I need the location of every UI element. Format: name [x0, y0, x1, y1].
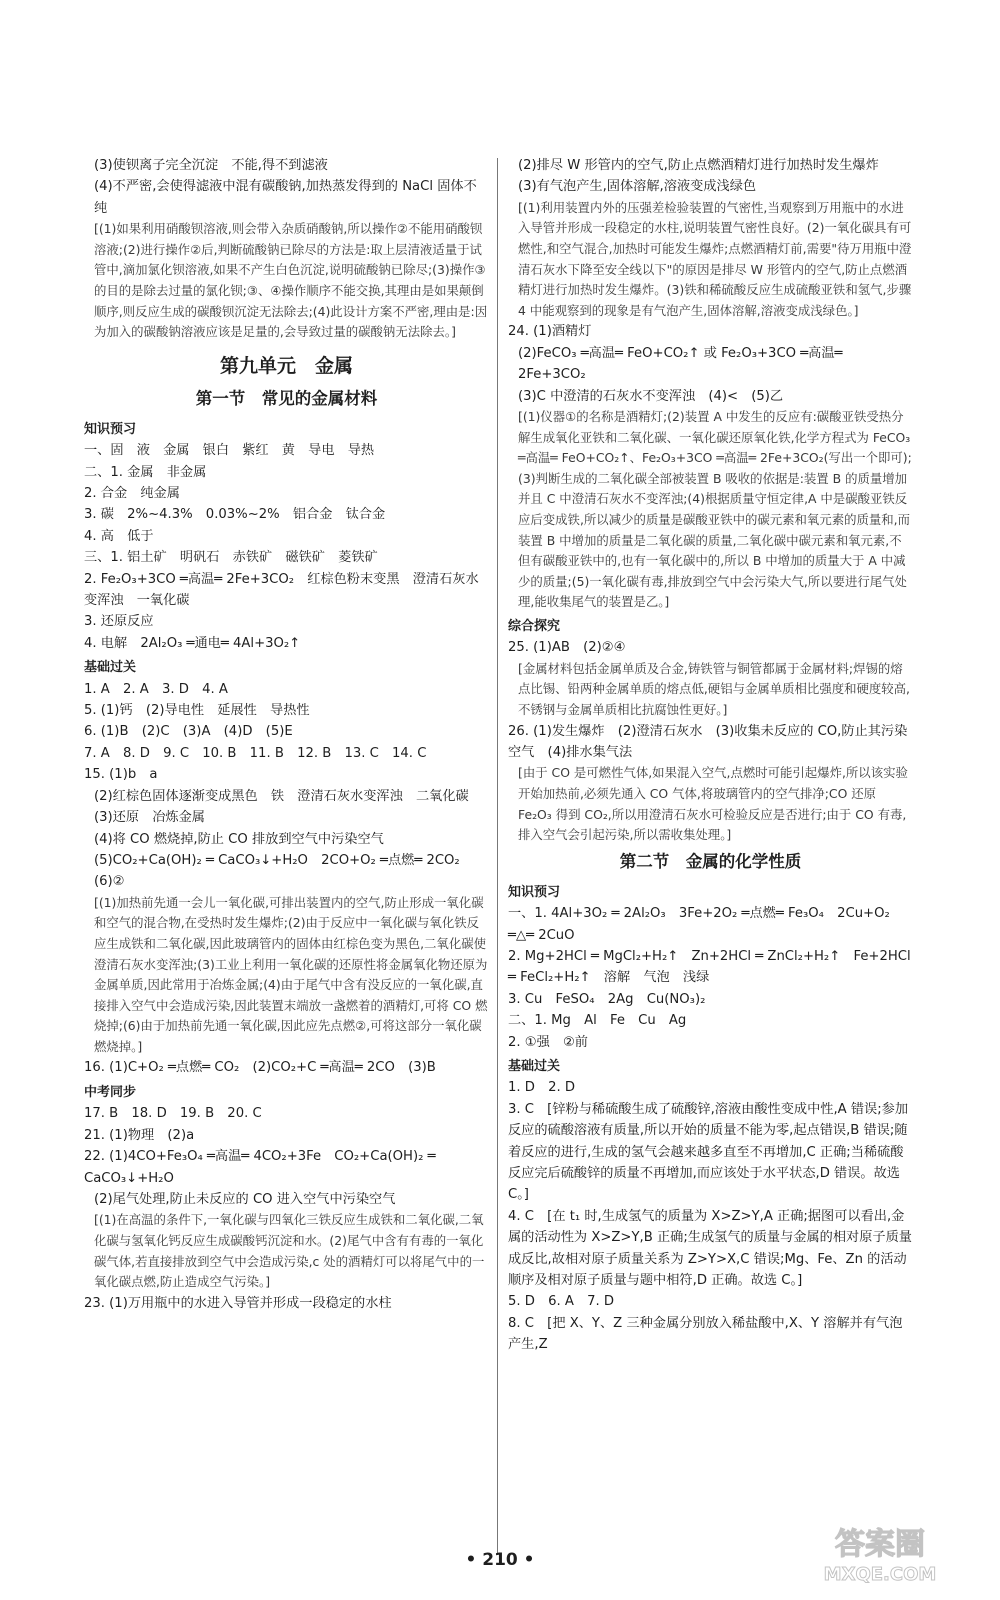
- answer-line: 7. A 8. D 9. C 10. B 11. B 12. B 13. C 14. C: [84, 745, 427, 761]
- subheading: 基础过关: [508, 1058, 561, 1074]
- explanation-note: [(1)如果利用硝酸钡溶液,则会带入杂质硝酸钠,所以操作②不能用硝酸钡溶液;(2)进行操作②后,判断硫酸钠已除尽的方法是:取上层清液适量于试管中,滴加氯化钡溶液,如果不产生白色沉淀,说明硫酸钠已除尽;(3)操作③的目的是除去过量的氯化钡;③、④操作顺序不能交换,其理由是如果颠倒顺序,则反应生成的碳酸钡沉淀无法除去;(4)此设计方案不严密,理由是:因为加入的碳酸钠溶液应该是足量的,会导致过量的碳酸钠无法除去。]: [94, 221, 488, 340]
- watermark-url: MXQE.COM: [823, 1564, 937, 1585]
- answer-line: 3. C [锌粉与稀硫酸生成了硫酸锌,溶液由酸性变成中性,A 错误;参加反应的硫酸溶液有质量,所以开始的质量不能为零,起点错误,B 错误;随着反应的进行,生成的氢气会越来越多直至不再增加,C 正确;当稀硫酸反应完后硫酸锌的质量不再增加,而应该处于水平状态,D 错误。故选 C。]: [508, 1101, 909, 1203]
- subheading: 中考同步: [84, 1084, 137, 1100]
- answer-line: 一、1. 4Al+3O₂ ═ 2Al₂O₃ 3Fe+2O₂ ═点燃═ Fe₃O₄ 2Cu+O₂ ═△═ 2CuO: [508, 906, 894, 943]
- section-heading: 第一节 常见的金属材料: [195, 388, 378, 408]
- answer-subline: (2)FeCO₃ ═高温═ FeO+CO₂↑ 或 Fe₂O₃+3CO ═高温═ 2Fe+3CO₂: [518, 345, 847, 383]
- explanation-note: [金属材料包括金属单质及合金,铸铁管与铜管都属于金属材料;焊锡的熔点比锡、铅两种金属单质的熔点低,硬铝与金属单质相比强度和硬度较高,不锈钢与金属单质相比抗腐蚀性更好。]: [518, 660, 910, 717]
- answer-line: 1. A 2. A 3. D 4. A: [84, 681, 228, 697]
- answer-line: 21. (1)物理 (2)a: [84, 1127, 195, 1143]
- answer-subline: (2)排尽 W 形管内的空气,防止点燃酒精灯进行加热时发生爆炸: [518, 158, 879, 173]
- answer-line: 8. C [把 X、Y、Z 三种金属分别放入稀盐酸中,X、Y 溶解并有气泡产生,Z: [508, 1315, 903, 1353]
- explanation-note: [(1)加热前先通一会儿一氧化碳,可排出装置内的空气,防止形成一氧化碳和空气的混合物,在受热时发生爆炸;(2)由于反应中一氧化碳与氧化铁反应生成铁和二氧化碳,因此玻璃管内的固体由红棕色变为黑色,二氧化碳使澄清石灰水变浑浊;(3)工业上利用一氧化碳的还原性将金属氧化物还原为金属单质,因此常用于冶炼金属;(4)由于尾气中含有没反应的一氧化碳,直接排入空气中会造成污染,因此装置末端放一盏燃着的酒精灯,可将 CO 燃烧掉;(6)由于加热前先通一氧化碳,因此应先点燃②,可将这部分一氧化碳燃烧掉。]: [94, 894, 488, 1054]
- answer-line: 3. 碳 2%~4.3% 0.03%~2% 铝合金 钛合金: [84, 507, 386, 523]
- answer-subline: (3)C 中澄清的石灰水不变浑浊 (4)< (5)乙: [518, 388, 784, 404]
- answer-line: 4. C [在 t₁ 时,生成氢气的质量为 X>Z>Y,A 正确;据图可以看出,金属的活动性为 X>Z>Y,B 正确;生成氢气的质量与金属的相对原子质量成反比,故相对原子质量关系为 Z>Y>X,C 错误;Mg、Fe、Zn 的活动顺序及相对原子质量与题中相符,D 正确。故选 C。]: [508, 1208, 912, 1289]
- answer-subline: (3)使钡离子完全沉淀 不能,得不到滤液: [94, 158, 328, 173]
- answer-line: 2. Mg+2HCl ═ MgCl₂+H₂↑ Zn+2HCl ═ ZnCl₂+H₂↑ Fe+2HCl ═ FeCl₂+H₂↑ 溶解 气泡 浅绿: [508, 948, 915, 986]
- subheading: 知识预习: [508, 884, 561, 900]
- subheading: 知识预习: [84, 421, 137, 437]
- answer-subline: (2)红棕色固体逐渐变成黑色 铁 澄清石灰水变浑浊 二氧化碳: [94, 788, 469, 804]
- answer-subline: (2)尾气处理,防止未反应的 CO 进入空气中污染空气: [94, 1191, 396, 1207]
- answer-line: 3. Cu FeSO₄ 2Ag Cu(NO₃)₂: [508, 991, 706, 1007]
- answer-line: 2. ①强 ②前: [508, 1034, 588, 1050]
- answer-line: 16. (1)C+O₂ ═点燃═ CO₂ (2)CO₂+C ═高温═ 2CO (3)B: [84, 1060, 436, 1076]
- page-number: • 210 •: [465, 1550, 535, 1570]
- explanation-note: [(1)在高温的条件下,一氧化碳与四氧化三铁反应生成铁和二氧化碳,二氧化碳与氢氧化钙反应生成碳酸钙沉淀和水。(2)尾气中含有有毒的一氧化碳气体,若直接排放到空气中会造成污染,c 处的酒精灯可以将尾气中的一氧化碳点燃,防止造成空气污染。]: [94, 1212, 485, 1290]
- answer-subline: (3)有气泡产生,固体溶解,溶液变成浅绿色: [518, 179, 757, 195]
- answer-line: 22. (1)4CO+Fe₃O₄ ═高温═ 4CO₂+3Fe CO₂+Ca(OH)₂ ═ CaCO₃↓+H₂O: [84, 1149, 440, 1186]
- answer-line: 一、固 液 金属 银白 紫红 黄 导电 导热: [84, 443, 375, 459]
- subheading: 基础过关: [84, 660, 137, 676]
- column-divider: [497, 158, 498, 1553]
- explanation-note: [(1)仪器①的名称是酒精灯;(2)装置 A 中发生的反应有:碳酸亚铁受热分解生成氧化亚铁和二氧化碳、一氧化碳还原氧化铁,化学方程式为 FeCO₃ ═高温═ FeO+CO₂↑、Fe₂O₃+3CO ═高温═ 2Fe+3CO₂(写出一个即可);(3)判断生成的二氧化碳全部被装置 B 吸收的依据是:装置 B 的质量增加并且 C 中澄清石灰水不变浑浊;(4)根据质量守恒定律,A 中是碳酸亚铁反应后变成铁,所以减少的质量是碳酸亚铁中的碳元素和氧元素的质量和,而装置 B 中增加的质量是二氧化碳的质量,二氧化碳中碳元素和氧元素,不但有碳酸亚铁中的,也有一氧化碳中的,所以 B 中增加的质量大于 A 中减少的质量;(5)一氧化碳有毒,排放到空气中会污染大气,所以要进行尾气处理,能收集尾气的装置是乙。]: [518, 409, 915, 610]
- answer-line: 5. D 6. A 7. D: [508, 1294, 615, 1310]
- answer-subline: (3)还原 冶炼金属: [94, 810, 205, 826]
- answer-line: 4. 高 低于: [84, 528, 154, 544]
- answer-line: 二、1. Mg Al Fe Cu Ag: [508, 1013, 687, 1029]
- right-column: [508, 155, 916, 1356]
- answer-line: 2. Fe₂O₃+3CO ═高温═ 2Fe+3CO₂ 红棕色粉末变黑 澄清石灰水变浑浊 一氧化碳: [84, 571, 479, 609]
- answer-line: 3. 还原反应: [84, 614, 154, 630]
- answer-subline: (6)②: [94, 874, 125, 890]
- explanation-note: [由于 CO 是可燃性气体,如果混入空气,点燃时可能引起爆炸,所以该实验开始加热前,必须先通入 CO 气体,将玻璃管内的空气排净;CO 还原 Fe₂O₃ 得到 CO₂,所以用澄清石灰水可检验反应是否进行;由于 CO 有毒,排入空气会引起污染,所以需收集处理。]: [518, 765, 908, 843]
- answer-subline: (4)将 CO 燃烧掉,防止 CO 排放到空气中污染空气: [94, 831, 384, 847]
- watermark-text: 答案圈: [835, 1527, 925, 1562]
- answer-line: 23. (1)万用瓶中的水进入导管并形成一段稳定的水柱: [84, 1295, 392, 1311]
- answer-subline: (4)不严密,会使得滤液中混有碳酸钠,加热蒸发得到的 NaCl 固体不纯: [94, 179, 477, 216]
- answer-line: 5. (1)钙 (2)导电性 延展性 导热性: [84, 703, 310, 719]
- answer-line: 三、1. 铝土矿 明矾石 赤铁矿 磁铁矿 菱铁矿: [84, 550, 378, 566]
- answer-line: 二、1. 金属 非金属: [84, 464, 207, 480]
- answer-line: 4. 电解 2Al₂O₃ ═通电═ 4Al+3O₂↑: [84, 635, 301, 651]
- section-heading: 第二节 金属的化学性质: [619, 851, 802, 871]
- explanation-note: [(1)利用装置内外的压强差检验装置的气密性,当观察到万用瓶中的水进入导管并形成一段稳定的水柱,说明装置气密性良好。(2)一氧化碳具有可燃性,和空气混合,加热时可能发生爆炸;点燃酒精灯前,需要"待万用瓶中澄清石灰水下降至安全线以下"的原因是排尽 W 形管内的空气,防止点燃酒精灯进行加热时发生爆炸。(3)铁和稀硫酸反应生成硫酸亚铁和氢气,步骤 4 中能观察到的现象是有气泡产生,固体溶解,溶液变成浅绿色。]: [518, 199, 916, 318]
- answer-line: 2. 合金 纯金属: [84, 486, 180, 501]
- answer-line: 1. D 2. D: [508, 1080, 576, 1096]
- unit-heading: 第九单元 金属: [219, 354, 353, 377]
- answer-line: 25. (1)AB (2)②④: [508, 640, 626, 656]
- answer-line: 24. (1)酒精灯: [508, 324, 592, 340]
- answer-subline: (5)CO₂+Ca(OH)₂ ═ CaCO₃↓+H₂O 2CO+O₂ ═点燃═ 2CO₂: [94, 852, 460, 868]
- answer-line: 6. (1)B (2)C (3)A (4)D (5)E: [84, 724, 293, 740]
- answer-line: 17. B 18. D 19. B 20. C: [84, 1106, 262, 1122]
- answer-line: 26. (1)发生爆炸 (2)澄清石灰水 (3)收集未反应的 CO,防止其污染空气 (4)排水集气法: [508, 723, 908, 760]
- watermark-logo: [780, 1518, 980, 1590]
- answer-line: 15. (1)b a: [84, 767, 158, 783]
- subheading: 综合探究: [508, 618, 561, 634]
- left-column: [84, 155, 489, 1314]
